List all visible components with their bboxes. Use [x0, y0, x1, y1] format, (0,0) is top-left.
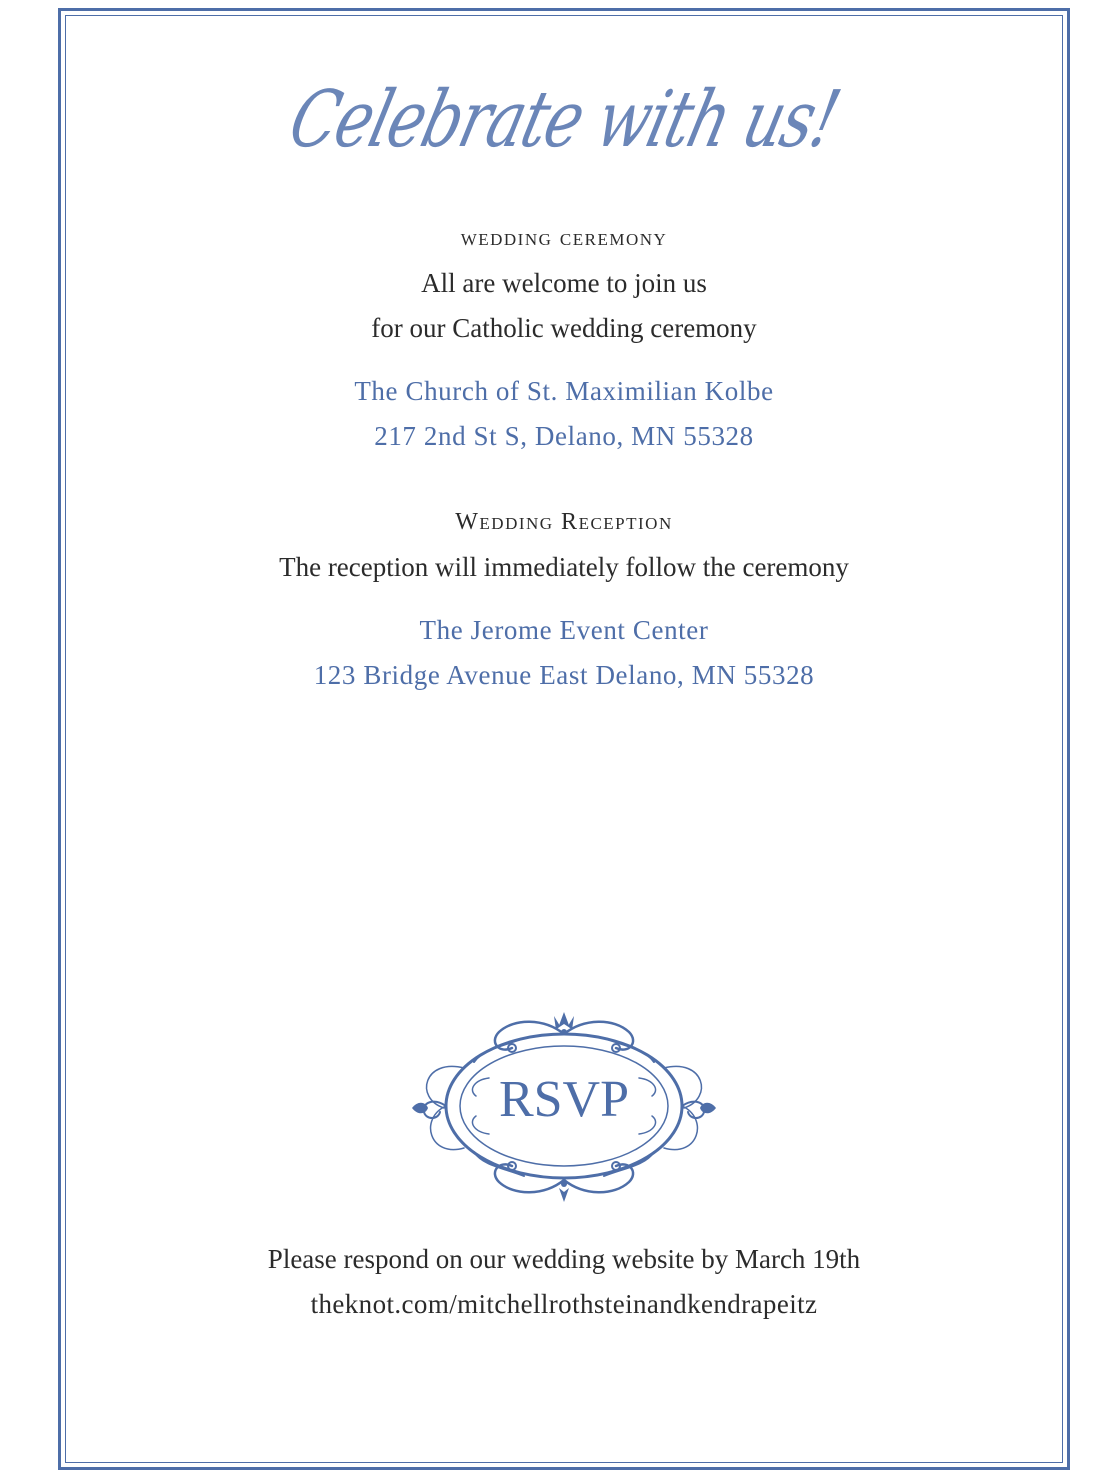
invitation-card	[65, 15, 1063, 1463]
rsvp-ornament	[404, 998, 724, 1208]
rsvp-label: RSVP	[498, 1071, 630, 1128]
reception-address: 123 Bridge Avenue East Delano, MN 55328	[313, 660, 815, 690]
rsvp-website: theknot.com/mitchellrothsteinandkendrapeitz	[310, 1289, 818, 1319]
rsvp-line-1: Please respond on our wedding website by March 19th	[267, 1244, 861, 1274]
card-title: Celebrate with us!	[281, 75, 847, 165]
ceremony-section	[65, 225, 1063, 459]
reception-venue: The Jerome Event Center	[419, 615, 709, 645]
ceremony-venue: The Church of St. Maximilian Kolbe	[354, 376, 774, 406]
ceremony-line-1: All are welcome to join us	[421, 268, 707, 298]
ceremony-address: 217 2nd St S, Delano, MN 55328	[374, 421, 754, 451]
reception-line-1: The reception will immediately follow the ceremony	[279, 552, 849, 582]
ceremony-heading: wedding ceremony	[460, 225, 668, 251]
ceremony-line-2: for our Catholic wedding ceremony	[371, 313, 757, 343]
reception-section	[65, 509, 1063, 698]
reception-heading: Wedding Reception	[455, 509, 673, 535]
rsvp-section	[65, 1237, 1063, 1327]
